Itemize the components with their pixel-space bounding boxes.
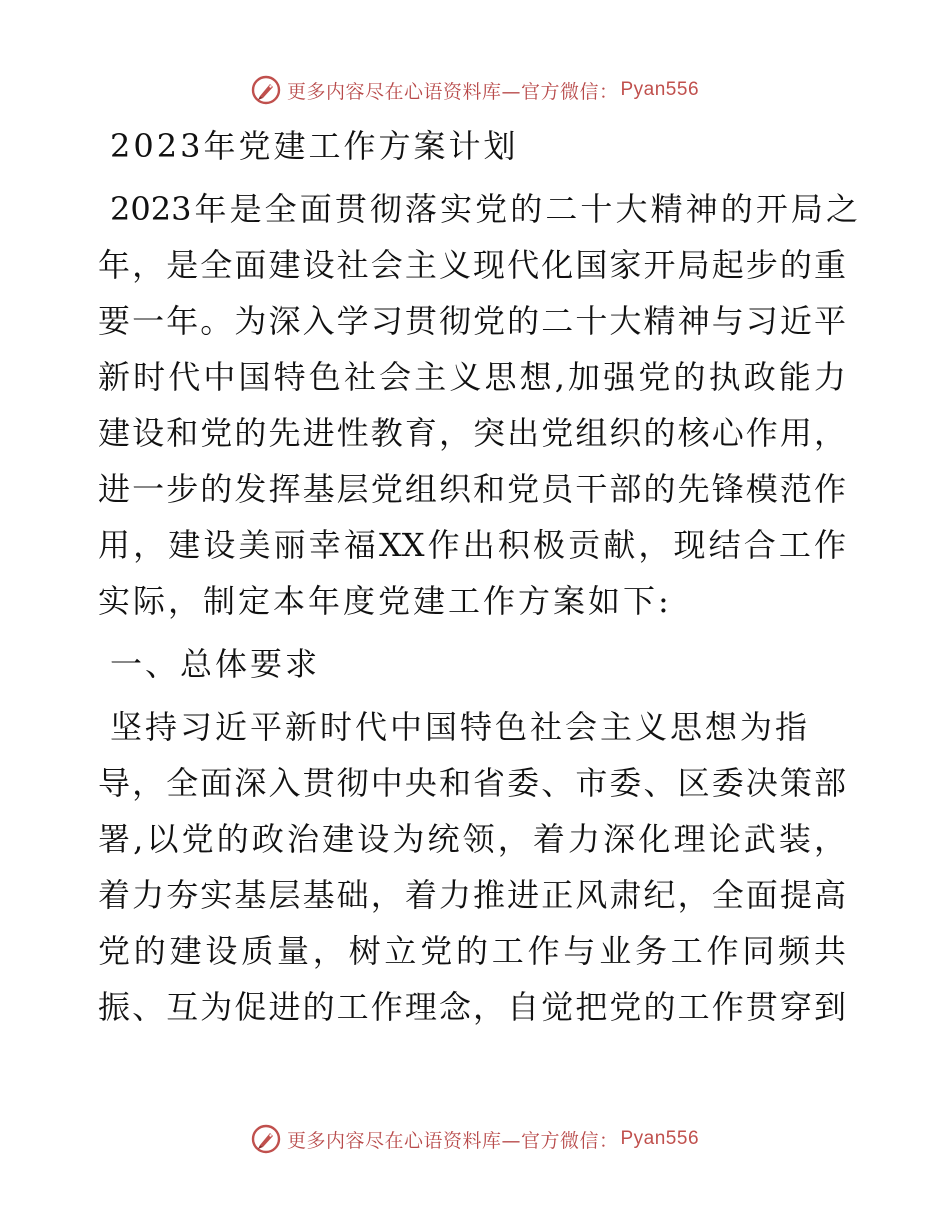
section-line: 导，全面深入贯彻中央和省委、市委、区委决策部 — [98, 764, 846, 802]
intro-line: 建设和党的先进性教育，突出党组织的核心作用， — [98, 414, 846, 452]
watermark-text: 更多内容尽在心语资料库—官方微信： — [286, 1129, 619, 1152]
intro-line: 新时代中国特色社会主义思想,加强党的执政能力 — [98, 358, 846, 396]
document-title: 2023年党建工作方案计划 — [110, 127, 519, 165]
watermark-wechat-id: Pyan556 — [620, 79, 700, 100]
section-line: 党的建设质量，树立党的工作与业务工作同频共 — [98, 932, 846, 970]
section-line: 着力夯实基层基础，着力推进正风肃纪，全面提高 — [98, 876, 846, 914]
intro-line: 年，是全面建设社会主义现代化国家开局起步的重 — [98, 246, 846, 284]
intro-line: 用，建设美丽幸福XX作出积极贡献，现结合工作 — [98, 526, 846, 564]
intro-line: 2023年是全面贯彻落实党的二十大精神的开局之 — [110, 190, 858, 228]
intro-line: 实际，制定本年度党建工作方案如下: — [98, 582, 672, 620]
section-line: 坚持习近平新时代中国特色社会主义思想为指 — [110, 708, 811, 746]
section-line: 署,以党的政治建设为统领，着力深化理论武装， — [98, 820, 846, 858]
pen-nib-circle-icon — [251, 1124, 281, 1154]
watermark-wechat-id: Pyan556 — [620, 1128, 700, 1149]
header-watermark — [0, 70, 950, 110]
pen-nib-circle-icon — [251, 75, 281, 105]
section-heading: 一、总体要求 — [110, 645, 321, 683]
intro-line: 进一步的发挥基层党组织和党员干部的先锋模范作 — [98, 470, 846, 508]
section-line: 振、互为促进的工作理念，自觉把党的工作贯穿到 — [98, 988, 846, 1026]
intro-line: 要一年。为深入学习贯彻党的二十大精神与习近平 — [98, 302, 846, 340]
footer-watermark — [0, 1119, 950, 1159]
watermark-text: 更多内容尽在心语资料库—官方微信： — [286, 80, 619, 103]
document-body — [98, 118, 858, 1035]
